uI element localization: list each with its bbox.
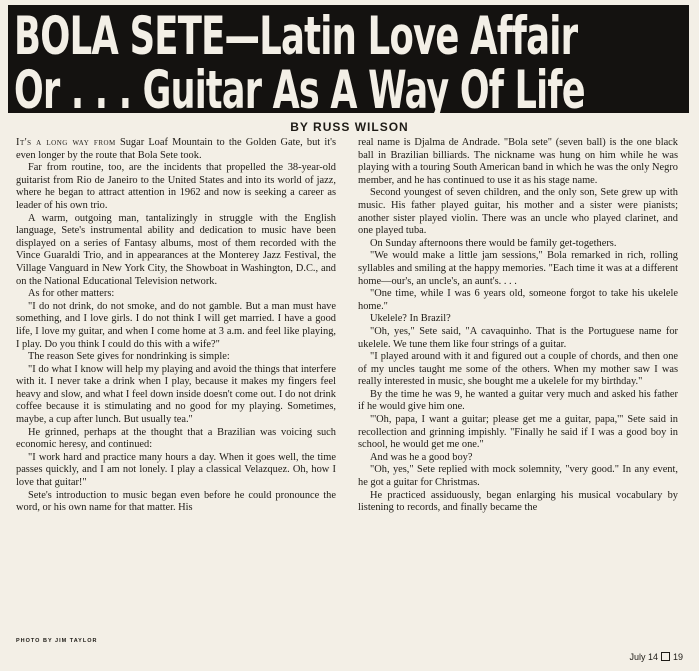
headline-band (8, 5, 689, 121)
page-footer (629, 652, 683, 662)
box-icon (661, 652, 670, 661)
paragraph: And was he a good boy? (370, 451, 473, 463)
paragraph: "One time, while I was 6 years old, someone forgot to take his ukelele home." (358, 288, 678, 312)
paragraph: He grinned, perhaps at the thought that a Brazilian was voicing such economic heresy, and continued: (16, 426, 336, 451)
lead-paragraph (16, 137, 336, 162)
headline-line-1: BOLA SETE—Latin Love Affair (14, 5, 578, 67)
paragraph: Ukelele? In Brazil? (370, 313, 451, 325)
paragraph: "Oh, yes," Sete replied with mock solemnity, "very good." In any event, he got a guitar for Christmas. (358, 464, 678, 489)
paragraph: "I do what I know will help my playing and avoid the things that interfere with it. I never take a drink when I play, because it makes my fingers feel heavy and slow, and what I feel down inside doesn't come out. I do not drink coffee because it is stimulating and no good for my playing. Sometimes, maybe, a cup after lunch. But usually tea." (16, 363, 336, 426)
paragraph-continued: real name is Djalma de Andrade. "Bola sete" (seven ball) is the one black ball in Brazilian billiards. The nickname was hung on him while he was playing with a touring South American band in which he was the only Negro member, and he has continued to use it as his stage name. (358, 137, 678, 186)
photo-credit: PHOTO BY JIM TAYLOR (16, 638, 98, 644)
page-number: 19 (672, 652, 683, 662)
paragraph: "We would make a little jam sessions," Bola remarked in rich, rolling syllables and smiling at the happy memories. "Each time it was at a different home—our's, an uncle's, an aunt's. . . . (358, 250, 678, 287)
paragraph: "I played around with it and figured out a couple of chords, and then one of my uncles taught me some of the others. When my mother saw I was really interested in music, she bought me a ukelele for my birthday." (358, 351, 678, 388)
issue-date: July 14 (629, 652, 658, 662)
paragraph: As for other matters: (28, 288, 115, 300)
paragraph: A warm, outgoing man, tantalizingly in struggle with the English language, Sete's instrumental ability and dedication to music have been displayed on a series of Fantasy albums, most of them recorded with the Vince Guaraldi Trio, and in appearances at the Monterey Jazz Festival, the Village Vanguard in New York City, the Showboat in Washington, D.C., and on the National Educational Television network. (16, 212, 336, 287)
lead-rest: Sugar Loaf Mountain to the Golden Gate, but it's even longer by the route that Bola Sete took. (16, 137, 337, 161)
byline: BY RUSS WILSON (290, 120, 409, 134)
left-column (16, 137, 336, 515)
paragraph: He practiced assiduously, began enlarging his musical vocabulary by listening to records, and finally became the (358, 489, 678, 514)
paragraph: On Sunday afternoons there would be family get-togethers. (370, 237, 617, 249)
lead-smallcaps: It's a long way from (16, 137, 116, 148)
right-column (358, 137, 678, 515)
paragraph: "'Oh, papa, I want a guitar; please get me a guitar, papa,'" Sete said in recollection and grinning impishly. "Finally he said if I was a good boy in school, he would get me one." (358, 414, 678, 451)
paragraph: Sete's introduction to music began even before he could pronounce the word, or his own name for that matter. His (16, 489, 336, 514)
paragraph: By the time he was 9, he wanted a guitar very much and asked his father if he would give him one. (358, 388, 678, 413)
paragraph: "I work hard and practice many hours a day. When it goes well, the time passes quickly, and I am not lonely. I play a classical Velazquez. Oh, how I love that guitar!" (16, 451, 336, 489)
paragraph: The reason Sete gives for nondrinking is simple: (28, 351, 230, 363)
headline-line-2: Or . . . Guitar As A Way Of Life (14, 59, 585, 121)
paragraph: "Oh, yes," Sete said, "A cavaquinho. That is the Portuguese name for ukelele. We tune them like four strings of a guitar. (358, 325, 678, 350)
paragraph: Second youngest of seven children, and the only son, Sete grew up with music. His father played guitar, his mother and a sister were pianists; another sister played violin. There was an uncle who played clarinet, and one played tuba. (358, 187, 678, 237)
paragraph: "I do not drink, do not smoke, and do not gamble. But a man must have something, and I love girls. I do not think I will get married. I have a good life, I love my guitar, and when I come home at 3 a.m. and feel like playing, I play. Do you think I could do this with a wife?" (16, 300, 336, 350)
paragraph: Far from routine, too, are the incidents that propelled the 38-year-old guitarist from Rio de Janeiro to the United States and into its world of jazz, where he began to attract attention in 1962 and now is seeking a career as leader of his own trio. (16, 162, 336, 211)
